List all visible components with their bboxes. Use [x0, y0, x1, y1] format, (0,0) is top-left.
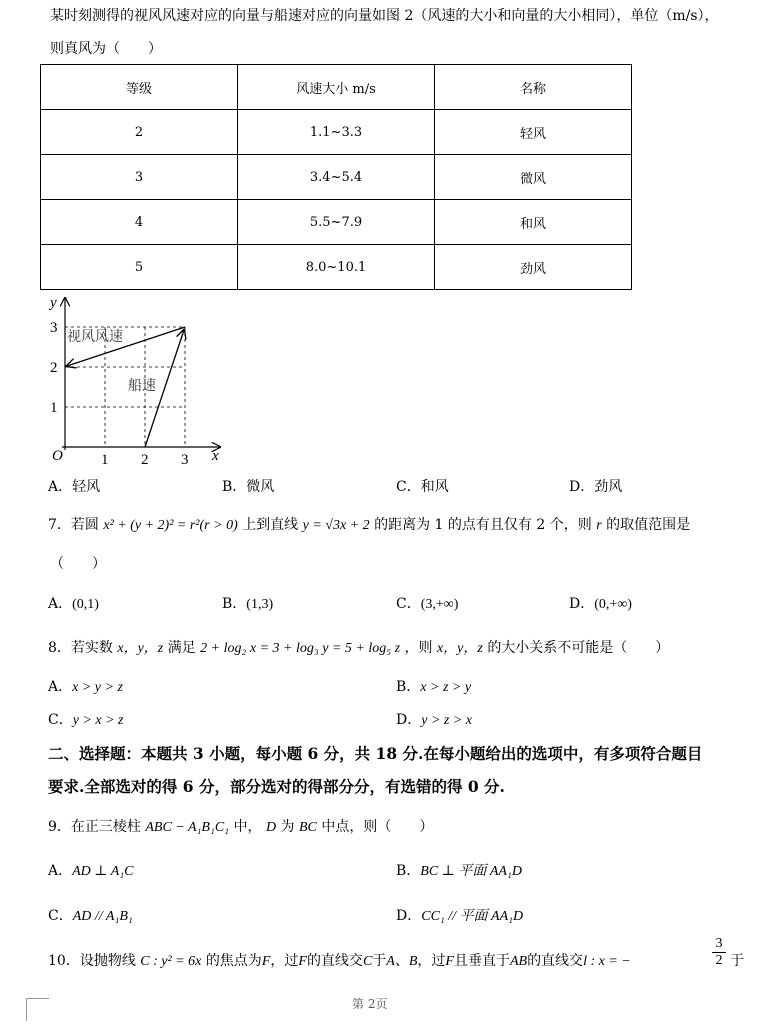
q8-text: 满足 [167, 640, 196, 656]
table-header-cell: 名称 [435, 65, 632, 110]
origin-label: O [52, 448, 63, 464]
q8-variables: x，y，z [436, 641, 483, 656]
table-row [41, 200, 632, 245]
table-cell: 2 [41, 110, 238, 155]
table-row [41, 155, 632, 200]
q7-stem [48, 514, 690, 534]
q7-option-d: D．(0,+∞) [569, 596, 632, 612]
q9-number: 9．在正三棱柱 [48, 819, 141, 835]
fraction-denominator: 2 [712, 952, 726, 969]
q9-text: 中， [233, 819, 262, 835]
y-axis-label: y [50, 295, 57, 311]
q8-text: ，则 [404, 640, 433, 656]
vector-figure [40, 292, 230, 472]
table-cell: 3 [41, 155, 238, 200]
q10-line: l : x = − [583, 954, 631, 969]
table-row [41, 245, 632, 290]
q8-variables: x，y，z [117, 641, 164, 656]
q8-option-a: A．x > y > z [48, 679, 123, 695]
q8-option-c: C．y > x > z [48, 712, 124, 728]
q7-answer-paren: （ ） [50, 556, 106, 572]
q10-stem: 10．设抛物线 C : y² = 6x 的焦点为F，过F的直线交C于A、B，过F且垂直于AB的直线交l : x = − [48, 953, 631, 969]
q7-option-c: C．(3,+∞) [396, 596, 459, 612]
table-cell: 4 [41, 200, 238, 245]
q9-option-d: D．CC₁ // 平面 AA₁D [396, 908, 524, 924]
q7-text: 上到直线 [242, 517, 299, 533]
q9-text: 中点，则（ ） [321, 819, 434, 835]
table-cell: 和风 [435, 200, 632, 245]
q9-option-b: B．BC ⊥ 平面 AA₁D [396, 863, 522, 879]
q8-option-b: B．x > z > y [396, 679, 472, 695]
table-cell: 1.1~3.3 [238, 110, 435, 155]
y-tick-label: 3 [50, 320, 58, 336]
x-tick-label: 3 [181, 452, 189, 468]
q7-text: 的距离为 1 的点有且仅有 2 个，则 [374, 517, 592, 533]
q7-variable: r [596, 518, 602, 533]
intro-line-2: 则真风为（ ） [50, 41, 162, 57]
table-row [41, 110, 632, 155]
q6-option-c: C．和风 [396, 479, 449, 495]
q10-number: 10．设抛物线 [48, 953, 136, 969]
q8-option-d: D．y > z > x [396, 712, 473, 728]
table-cell: 3.4~5.4 [238, 155, 435, 200]
q10-parabola: C : y² = 6x [140, 954, 202, 969]
table-cell: 5 [41, 245, 238, 290]
intro-line-1: 某时刻测得的视风风速对应的向量与船速对应的向量如图 2（风速的大小和向量的大小相同），单位（m/s）， [50, 8, 719, 24]
q8-stem [48, 637, 669, 657]
q8-condition: 2 + log₂ x = 3 + log₃ y = 5 + log₅ z [200, 641, 401, 656]
q9-stem [48, 816, 433, 836]
q7-number: 7．若圆 [48, 517, 99, 533]
x-tick-label: 1 [101, 452, 109, 468]
fraction-numerator: 3 [715, 936, 723, 951]
q9-prism: ABC − A₁B₁C₁ [145, 820, 230, 835]
ship-speed-label: 船速 [128, 378, 156, 394]
x-axis-label: x [212, 448, 219, 464]
q6-option-b: B．微风 [222, 479, 275, 495]
q8-number: 8．若实数 [48, 640, 113, 656]
x-tick-label: 2 [141, 452, 149, 468]
q9-point: D [265, 820, 277, 835]
q10-tail: 于 [730, 953, 744, 969]
q7-circle-equation: x² + (y + 2)² = r²(r > 0) [103, 518, 238, 533]
y-tick-label: 2 [50, 360, 58, 376]
q9-option-a: A．AD ⊥ A₁C [48, 863, 134, 879]
section-2-heading-line-1: 二、选择题：本题共 3 小题，每小题 6 分，共 18 分.在每小题给出的选项中，有多项符合题目 [48, 744, 703, 763]
table-header-cell: 等级 [41, 65, 238, 110]
table-cell: 8.0~10.1 [238, 245, 435, 290]
q9-text: 为 [280, 819, 295, 835]
section-2-heading-line-2: 要求.全部选对的得 6 分，部分选对的得部分分，有选错的得 0 分. [48, 777, 505, 796]
q7-option-b: B．(1,3) [222, 596, 274, 612]
q6-option-d: D．劲风 [569, 479, 623, 495]
q7-text: 的取值范围是 [606, 517, 691, 533]
table-cell: 微风 [435, 155, 632, 200]
q7-line-equation: y = √3x + 2 [302, 518, 370, 533]
table-cell: 轻风 [435, 110, 632, 155]
grid-lines [65, 327, 185, 447]
q6-option-a: A．轻风 [48, 479, 101, 495]
table-cell: 劲风 [435, 245, 632, 290]
q9-option-c: C．AD // A₁B₁ [48, 908, 133, 924]
table-header-row [41, 65, 632, 110]
q8-text: 的大小关系不可能是（ ） [487, 640, 670, 656]
apparent-wind-label: 视风风速 [67, 329, 123, 345]
table-header-cell: 风速大小 m/s [238, 65, 435, 110]
table-cell: 5.5~7.9 [238, 200, 435, 245]
y-tick-label: 1 [50, 400, 58, 416]
wind-scale-table [40, 64, 632, 290]
q7-option-a: A．(0,1) [48, 596, 99, 612]
q9-segment: BC [299, 820, 317, 835]
page-number: 第 2页 [352, 997, 388, 1011]
page-corner-mark [26, 998, 49, 1021]
q10-fraction [712, 936, 726, 969]
